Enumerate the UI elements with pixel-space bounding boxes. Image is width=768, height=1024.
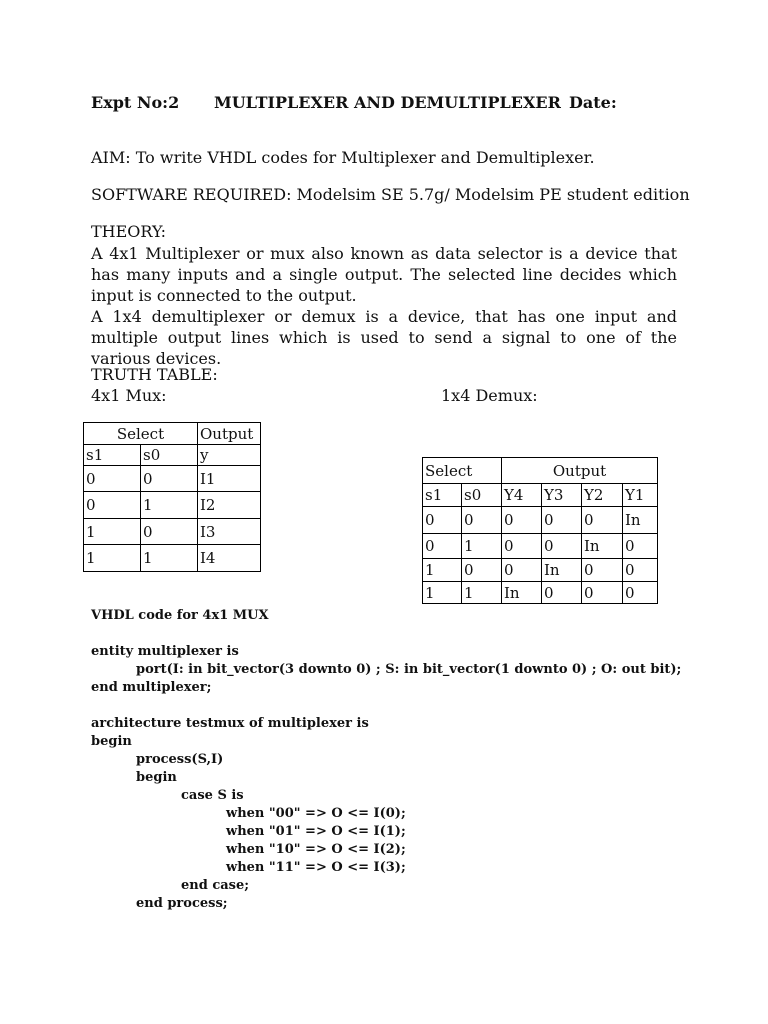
- code-line: when "00" => O <= I(0);: [226, 806, 406, 821]
- table-cell: 1: [141, 492, 198, 519]
- table-row: [84, 519, 261, 545]
- demux-column-header-row: [423, 484, 658, 507]
- code-line: process(S,I): [136, 752, 224, 767]
- code-line: end process;: [136, 896, 228, 911]
- demux-col-y2: Y2: [582, 484, 623, 507]
- code-line: port(I: in bit_vector(3 downto 0) ; S: in bit_vector(1 downto 0) ; O: out bit);: [136, 662, 682, 677]
- code-line: when "01" => O <= I(1);: [226, 824, 406, 839]
- code-line: begin: [136, 770, 177, 785]
- table-cell: 1: [462, 534, 502, 559]
- truth-table-heading: TRUTH TABLE:: [91, 365, 218, 384]
- mux-column-header-row: [84, 445, 261, 466]
- mux-output-header: Output: [198, 423, 261, 445]
- table-row: [423, 507, 658, 534]
- table-cell: 0: [141, 466, 198, 492]
- mux-group-header-row: [84, 423, 261, 445]
- table-cell: 0: [141, 519, 198, 545]
- table-cell: 1: [462, 582, 502, 604]
- date-label: Date:: [569, 93, 617, 112]
- software-required-text: SOFTWARE REQUIRED: Modelsim SE 5.7g/ Modelsim PE student edition: [91, 185, 690, 204]
- code-line: when "11" => O <= I(3);: [226, 860, 406, 875]
- table-cell: I1: [198, 466, 261, 492]
- table-row: [84, 492, 261, 519]
- table-cell: 1: [423, 559, 462, 582]
- table-row: [423, 534, 658, 559]
- code-line: when "10" => O <= I(2);: [226, 842, 406, 857]
- table-cell: 1: [141, 545, 198, 572]
- mux-col-s1: s1: [84, 445, 141, 466]
- demux-select-header: Select: [423, 458, 502, 484]
- code-heading: VHDL code for 4x1 MUX: [91, 608, 269, 623]
- table-row: [423, 559, 658, 582]
- code-line: entity multiplexer is: [91, 644, 239, 659]
- table-cell: I2: [198, 492, 261, 519]
- code-line: end case;: [181, 878, 250, 893]
- document-title: MULTIPLEXER AND DEMULTIPLEXER: [214, 93, 561, 112]
- table-cell: 0: [582, 582, 623, 604]
- table-cell: 0: [502, 507, 542, 534]
- table-cell: 0: [462, 559, 502, 582]
- theory-paragraph-mux: A 4x1 Multiplexer or mux also known as data selector is a device that has many inputs and a single output. The selected line decides which input is connected to the output.: [91, 244, 677, 305]
- table-cell: 0: [623, 534, 658, 559]
- mux-truth-table: [83, 422, 261, 572]
- demux-table-label: 1x4 Demux:: [441, 386, 538, 405]
- mux-select-header: Select: [84, 423, 198, 445]
- demux-col-y1: Y1: [623, 484, 658, 507]
- table-cell: 1: [423, 582, 462, 604]
- table-cell: In: [582, 534, 623, 559]
- table-cell: In: [502, 582, 542, 604]
- demux-col-y4: Y4: [502, 484, 542, 507]
- table-cell: 0: [423, 534, 462, 559]
- code-line: begin: [91, 734, 132, 749]
- demux-output-header: Output: [502, 458, 658, 484]
- table-cell: 0: [462, 507, 502, 534]
- experiment-number: Expt No:2: [91, 93, 180, 112]
- table-cell: I4: [198, 545, 261, 572]
- mux-col-y: y: [198, 445, 261, 466]
- code-line: architecture testmux of multiplexer is: [91, 716, 369, 731]
- table-cell: I3: [198, 519, 261, 545]
- table-cell: In: [542, 559, 582, 582]
- demux-truth-table: [422, 457, 658, 604]
- table-cell: 0: [502, 534, 542, 559]
- code-line: end multiplexer;: [91, 680, 212, 695]
- table-cell: In: [623, 507, 658, 534]
- code-line: case S is: [181, 788, 244, 803]
- theory-paragraph-demux: A 1x4 demultiplexer or demux is a device, that has one input and multiple output lines which is used to send a signal to one of the various devices.: [91, 307, 677, 368]
- table-cell: 0: [84, 466, 141, 492]
- aim-text: AIM: To write VHDL codes for Multiplexer and Demultiplexer.: [91, 148, 595, 167]
- table-cell: 0: [582, 559, 623, 582]
- demux-col-s1: s1: [423, 484, 462, 507]
- table-cell: 0: [423, 507, 462, 534]
- demux-col-y3: Y3: [542, 484, 582, 507]
- table-cell: 0: [623, 582, 658, 604]
- mux-table-label: 4x1 Mux:: [91, 386, 167, 405]
- table-row: [423, 582, 658, 604]
- table-row: [84, 545, 261, 572]
- theory-heading: THEORY:: [91, 222, 166, 241]
- table-row: [84, 466, 261, 492]
- table-cell: 0: [582, 507, 623, 534]
- table-cell: 0: [502, 559, 542, 582]
- mux-col-s0: s0: [141, 445, 198, 466]
- table-cell: 1: [84, 519, 141, 545]
- demux-col-s0: s0: [462, 484, 502, 507]
- table-cell: 0: [84, 492, 141, 519]
- table-cell: 0: [542, 582, 582, 604]
- demux-group-header-row: [423, 458, 658, 484]
- table-cell: 0: [542, 534, 582, 559]
- table-cell: 0: [542, 507, 582, 534]
- table-cell: 1: [84, 545, 141, 572]
- table-cell: 0: [623, 559, 658, 582]
